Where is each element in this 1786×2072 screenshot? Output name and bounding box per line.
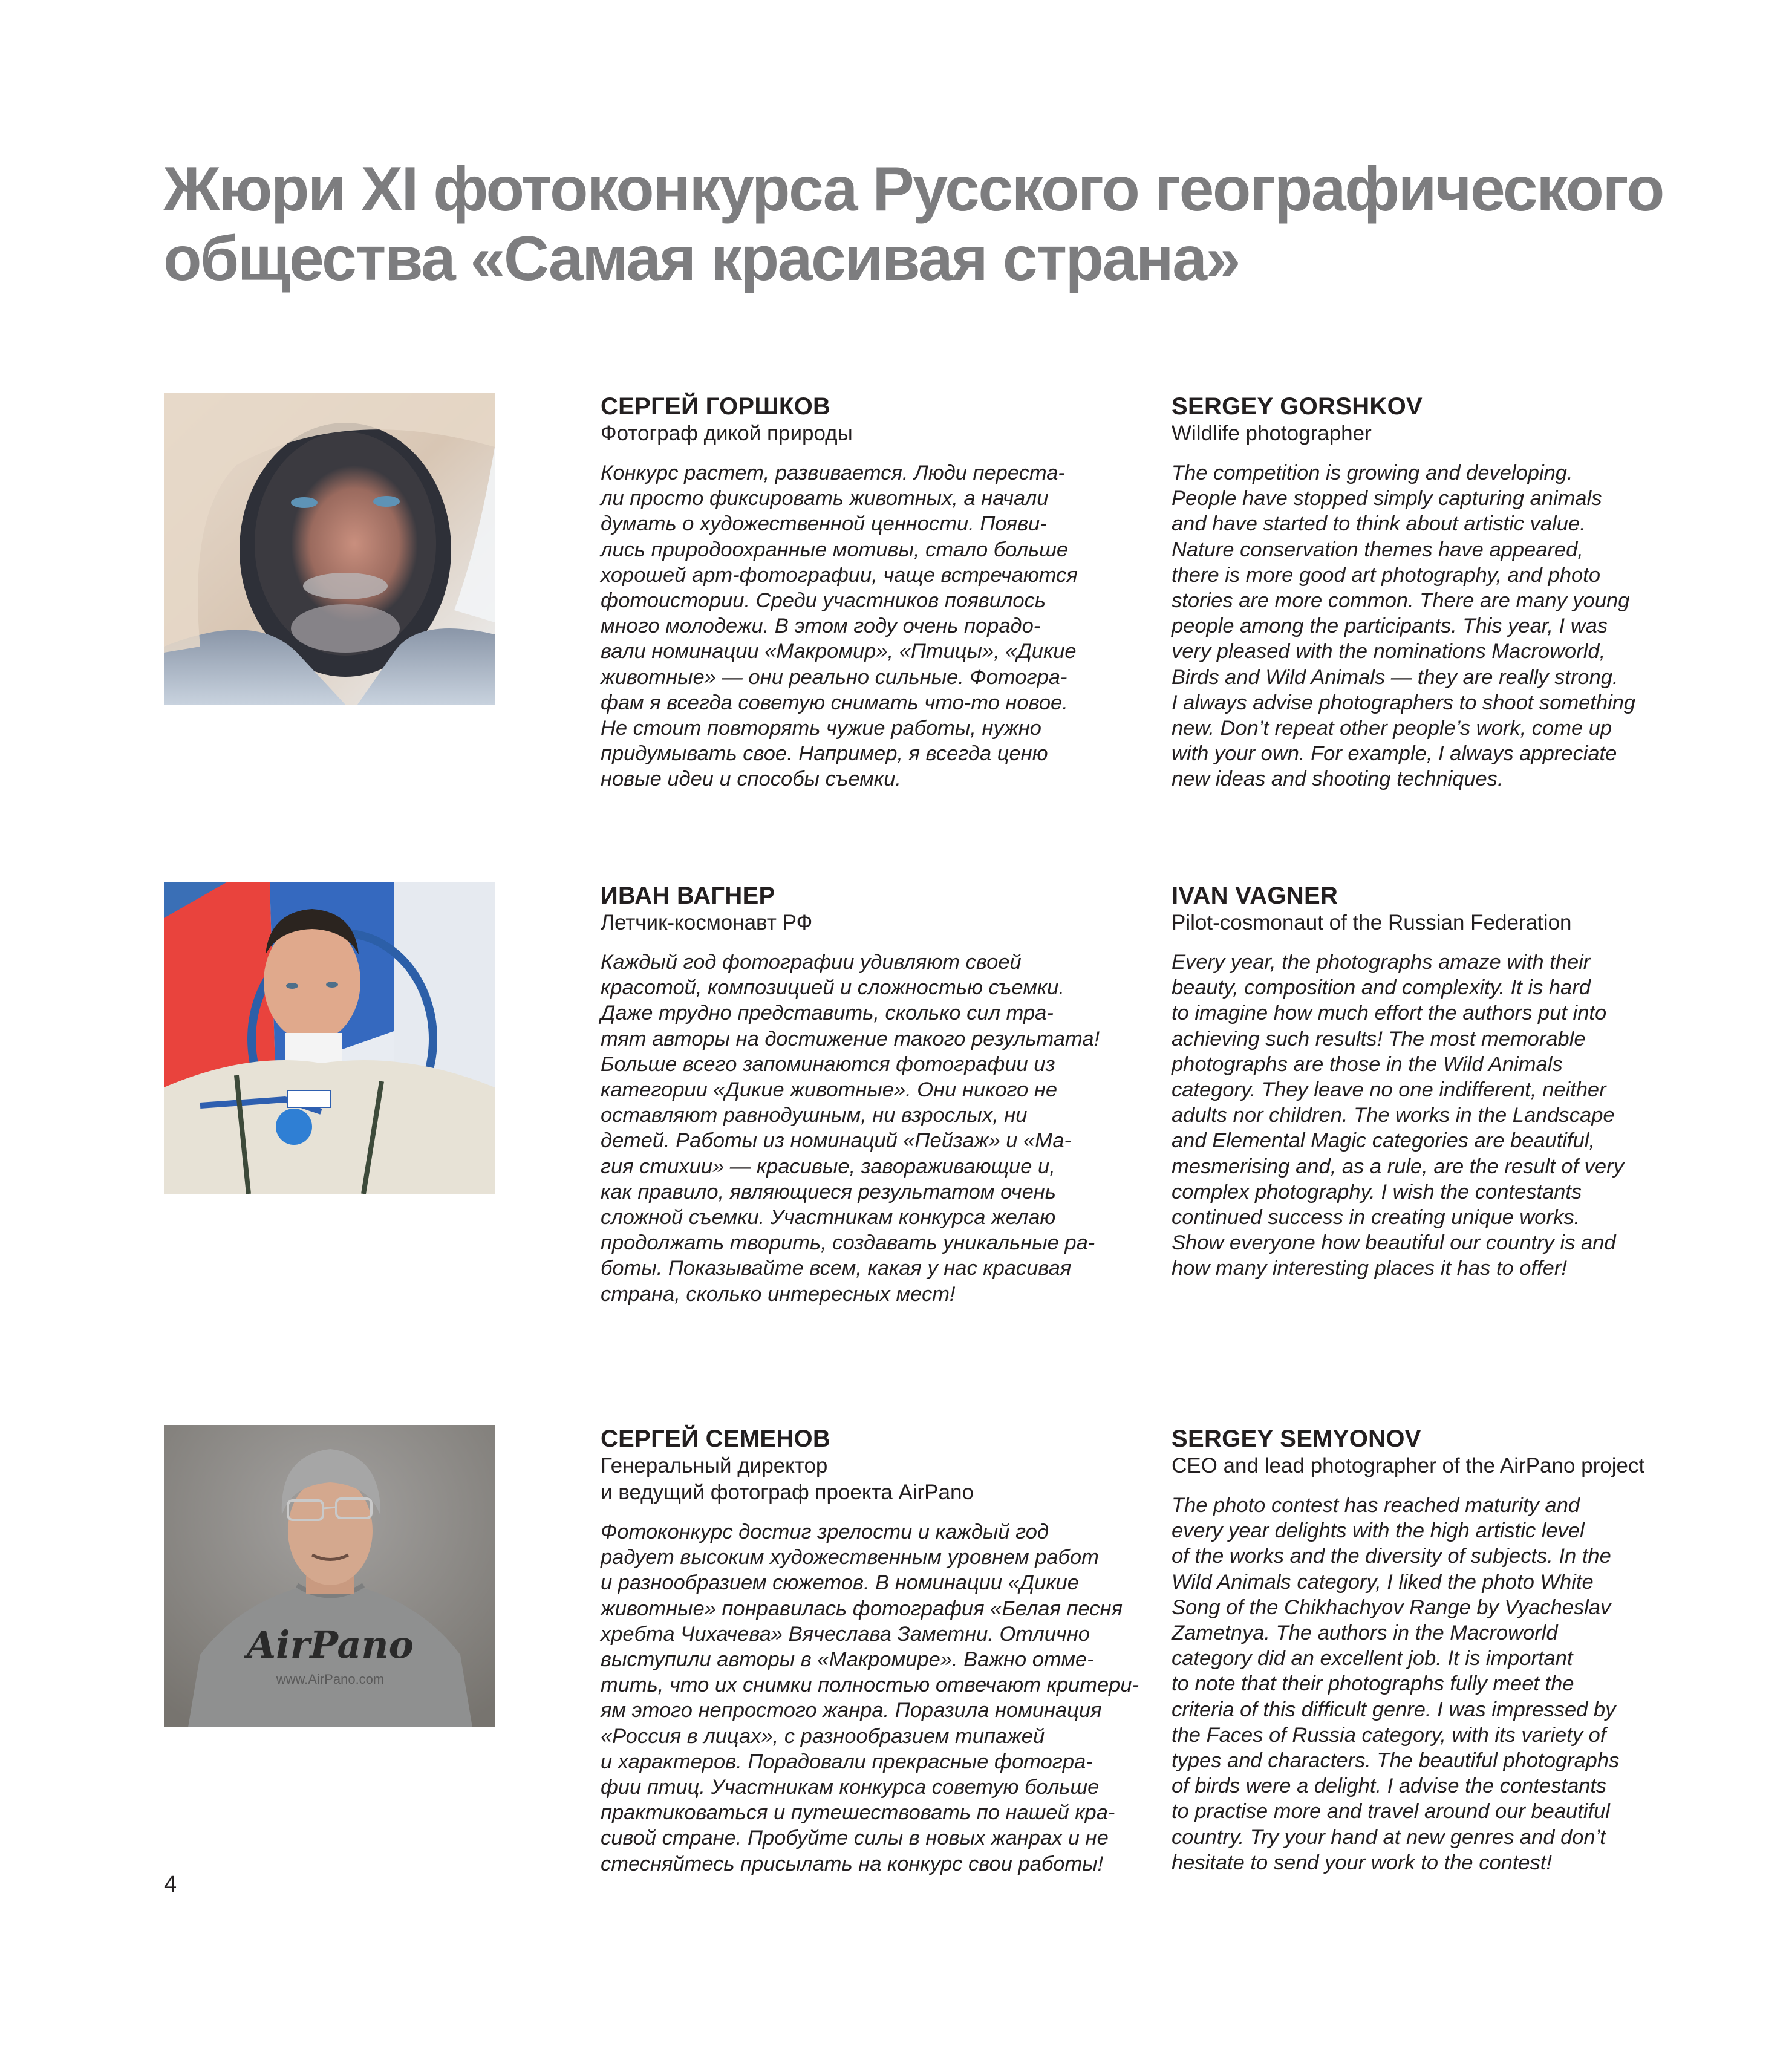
quote-line: criteria of this difficult genre. I was impressed by bbox=[1172, 1698, 1616, 1721]
quote-line: every year delights with the high artistic level bbox=[1172, 1519, 1585, 1543]
quote-line: Birds and Wild Animals — they are really strong. bbox=[1172, 665, 1618, 689]
quote-line: mesmerising and, as a rule, are the result of very bbox=[1172, 1155, 1624, 1178]
quote-line: вали номинации «Макромир», «Птицы», «Дикие bbox=[601, 640, 1077, 663]
quote-line: фам я всегда советую снимать что-то новое. bbox=[601, 691, 1068, 714]
quote-line: боты. Показывайте всем, какая у нас красивая bbox=[601, 1257, 1072, 1280]
role-line: CEO and lead photographer of the AirPano project bbox=[1172, 1454, 1645, 1477]
quote-line: страна, сколько интересных мест! bbox=[601, 1282, 956, 1306]
quote-line: детей. Работы из номинаций «Пейзаж» и «Ма- bbox=[601, 1129, 1072, 1153]
quote-line: and Elemental Magic categories are beautiful, bbox=[1172, 1129, 1595, 1153]
quote-line: how many interesting places it has to offer! bbox=[1172, 1257, 1567, 1280]
quote-line: Nature conservation themes have appeared, bbox=[1172, 538, 1583, 561]
juror-role-ru bbox=[601, 1453, 1133, 1506]
quote-line: «Россия в лицах», с разнообразием типажей bbox=[601, 1724, 1045, 1748]
quote-line: животные» — они реально сильные. Фотогра- bbox=[601, 665, 1067, 689]
quote-line: хребта Чихачева» Вячеслава Заметни. Отлично bbox=[601, 1622, 1090, 1646]
page-title-line-2: общества «Самая красивая страна» bbox=[163, 224, 1239, 294]
juror-name-en: SERGEY SEMYONOV bbox=[1172, 1425, 1421, 1452]
juror-text-en bbox=[1172, 393, 1704, 792]
quote-line: there is more good art photography, and photo bbox=[1172, 563, 1601, 587]
quote-line: of birds were a delight. I advise the contestants bbox=[1172, 1774, 1607, 1798]
quote-line: фии птиц. Участникам конкурса советую больше bbox=[601, 1776, 1100, 1799]
quote-line: continued success in creating unique works. bbox=[1172, 1206, 1580, 1230]
svg-text:www.AirPano.com: www.AirPano.com bbox=[276, 1672, 385, 1687]
quote-line: new. Don’t repeat other people’s work, come up bbox=[1172, 717, 1612, 740]
page-number: 4 bbox=[164, 1872, 177, 1897]
quote-line: beauty, composition and complexity. It is hard bbox=[1172, 976, 1591, 1000]
quote-line: photographs are those in the Wild Animals bbox=[1172, 1052, 1563, 1076]
juror-quote-ru bbox=[601, 950, 1133, 1307]
quote-line: Фотоконкурс достиг зрелости и каждый год bbox=[601, 1520, 1049, 1543]
role-line: Фотограф дикой природы bbox=[601, 422, 853, 445]
quote-line: adults nor children. The works in the Landscape bbox=[1172, 1104, 1615, 1127]
quote-line: achieving such results! The most memorable bbox=[1172, 1027, 1586, 1051]
quote-line: практиковаться и путешествовать по нашей кра- bbox=[601, 1801, 1115, 1825]
quote-line: hesitate to send your work to the contest! bbox=[1172, 1851, 1553, 1874]
quote-line: types and characters. The beautiful photographs bbox=[1172, 1749, 1620, 1773]
quote-line: красотой, композицией и сложностью съемки. bbox=[601, 976, 1064, 1000]
quote-line: people among the participants. This year, I was bbox=[1172, 614, 1608, 638]
quote-line: to practise more and travel around our beautiful bbox=[1172, 1800, 1610, 1823]
quote-line: новые идеи и способы съемки. bbox=[601, 767, 901, 791]
quote-line: сивой стране. Пробуйте силы в новых жанрах и не bbox=[601, 1826, 1109, 1850]
juror-role-en bbox=[1172, 1453, 1704, 1479]
juror-role-ru bbox=[601, 910, 1133, 936]
quote-line: гия стихии» — красивые, завораживающие и, bbox=[601, 1155, 1055, 1178]
quote-line: думать о художественной ценности. Появи- bbox=[601, 512, 1047, 536]
juror-text-ru bbox=[601, 1425, 1139, 1877]
quote-line: and have started to think about artistic value. bbox=[1172, 512, 1586, 536]
juror-name-ru: СЕРГЕЙ ГОРШКОВ bbox=[601, 393, 831, 420]
quote-line: как правило, являющиеся результатом очень bbox=[601, 1180, 1056, 1204]
quote-line: стесняйтесь присылать на конкурс свои работы! bbox=[601, 1852, 1104, 1875]
juror-role-ru bbox=[601, 420, 1133, 447]
quote-line: Больше всего запоминаются фотографии из bbox=[601, 1052, 1055, 1076]
quote-line: радует высоким художественным уровнем работ bbox=[601, 1546, 1099, 1569]
portrait-frosted-fur-hood-icon bbox=[164, 393, 495, 705]
role-line: Pilot-cosmonaut of the Russian Federation bbox=[1172, 911, 1572, 934]
quote-line: Даже трудно представить, сколько сил тра- bbox=[601, 1002, 1054, 1025]
juror-quote-ru bbox=[601, 1519, 1139, 1877]
quote-line: with your own. For example, I always appreciate bbox=[1172, 742, 1617, 766]
juror-name-en: IVAN VAGNER bbox=[1172, 882, 1338, 909]
juror-text-en bbox=[1172, 882, 1704, 1282]
role-line: Генеральный директор bbox=[601, 1454, 828, 1477]
juror-name-en: SERGEY GORSHKOV bbox=[1172, 393, 1423, 420]
quote-line: Every year, the photographs amaze with their bbox=[1172, 951, 1591, 974]
juror-photo-vagner bbox=[164, 882, 495, 1194]
quote-line: тят авторы на достижение такого результата! bbox=[601, 1027, 1100, 1051]
juror-text-ru bbox=[601, 882, 1133, 1307]
juror-quote-ru bbox=[601, 460, 1133, 792]
quote-line: stories are more common. There are many young bbox=[1172, 589, 1630, 613]
quote-line: Wild Animals category, I liked the photo White bbox=[1172, 1570, 1594, 1594]
quote-line: ям этого непростого жанра. Поразила номинация bbox=[601, 1699, 1102, 1722]
quote-line: придумывать свое. Например, я всегда ценю bbox=[601, 742, 1048, 766]
quote-line: сложной съемки. Участникам конкурса желаю bbox=[601, 1206, 1056, 1230]
portrait-cosmonaut-spacesuit-flag-icon bbox=[164, 882, 495, 1194]
quote-line: I always advise photographers to shoot something bbox=[1172, 691, 1636, 714]
page-title bbox=[163, 155, 1663, 294]
role-line: Wildlife photographer bbox=[1172, 422, 1372, 445]
quote-line: животные» понравилась фотография «Белая песня bbox=[601, 1597, 1123, 1620]
quote-line: Каждый год фотографии удивляют своей bbox=[601, 951, 1022, 974]
quote-line: the Faces of Russia category, with its variety of bbox=[1172, 1723, 1606, 1747]
svg-text:AirPano: AirPano bbox=[247, 1623, 414, 1667]
quote-line: продолжать творить, создавать уникальные ра- bbox=[601, 1231, 1095, 1255]
portrait-airpano-tshirt-beanie-icon bbox=[164, 1425, 495, 1727]
quote-line: The competition is growing and developing. bbox=[1172, 461, 1573, 484]
juror-text-en bbox=[1172, 1425, 1704, 1875]
quote-line: complex photography. I wish the contestants bbox=[1172, 1180, 1582, 1204]
quote-line: лись природоохранные мотивы, стало больше bbox=[601, 538, 1069, 561]
quote-line: The photo contest has reached maturity and bbox=[1172, 1494, 1580, 1517]
juror-text-ru bbox=[601, 393, 1133, 792]
juror-photo-semyonov bbox=[164, 1425, 495, 1727]
juror-quote-en bbox=[1172, 1493, 1704, 1875]
quote-line: category did an excellent job. It is important bbox=[1172, 1647, 1573, 1670]
quote-line: People have stopped simply capturing animals bbox=[1172, 487, 1602, 510]
quote-line: выступили авторы в «Макромире». Важно отме- bbox=[601, 1648, 1094, 1672]
quote-line: ли просто фиксировать животных, а начали bbox=[601, 487, 1049, 510]
quote-line: Конкурс растет, развивается. Люди переста- bbox=[601, 461, 1065, 484]
quote-line: и характеров. Порадовали прекрасные фотогра- bbox=[601, 1750, 1093, 1773]
juror-name-ru: СЕРГЕЙ СЕМЕНОВ bbox=[601, 1425, 831, 1452]
juror-role-en bbox=[1172, 910, 1704, 936]
quote-line: very pleased with the nominations Macroworld, bbox=[1172, 640, 1606, 663]
juror-quote-en bbox=[1172, 950, 1704, 1282]
quote-line: category. They leave no one indifferent, neither bbox=[1172, 1078, 1606, 1102]
role-line: Летчик-космонавт РФ bbox=[601, 911, 813, 934]
quote-line: of the works and the diversity of subjects. In the bbox=[1172, 1545, 1611, 1568]
juror-role-en bbox=[1172, 420, 1704, 447]
page-title-line-1: Жюри XI фотоконкурса Русского географического bbox=[163, 154, 1663, 224]
quote-line: и разнообразием сюжетов. В номинации «Дикие bbox=[601, 1571, 1079, 1595]
quote-line: to imagine how much effort the authors put into bbox=[1172, 1002, 1607, 1025]
role-line: и ведущий фотограф проекта AirPano bbox=[601, 1481, 974, 1504]
juror-name-ru: ИВАН ВАГНЕР bbox=[601, 882, 775, 909]
quote-line: new ideas and shooting techniques. bbox=[1172, 767, 1504, 791]
quote-line: Не стоит повторять чужие работы, нужно bbox=[601, 717, 1041, 740]
quote-line: оставляют равнодушным, ни взрослых, ни bbox=[601, 1104, 1028, 1127]
quote-line: тить, что их снимки полностью отвечают критери- bbox=[601, 1673, 1139, 1697]
quote-line: фотоистории. Среди участников появилось bbox=[601, 589, 1046, 613]
quote-line: категории «Дикие животные». Они никого не bbox=[601, 1078, 1058, 1102]
quote-line: много молодежи. В этом году очень порадо- bbox=[601, 614, 1041, 638]
quote-line: to note that their photographs fully meet the bbox=[1172, 1672, 1574, 1696]
juror-photo-gorshkov bbox=[164, 393, 495, 705]
juror-quote-en bbox=[1172, 460, 1704, 792]
quote-line: Zametnya. The authors in the Macroworld bbox=[1172, 1621, 1558, 1645]
quote-line: country. Try your hand at new genres and don’t bbox=[1172, 1825, 1606, 1849]
quote-line: Show everyone how beautiful our country is and bbox=[1172, 1231, 1616, 1255]
quote-line: Song of the Chikhachyov Range by Vyacheslav bbox=[1172, 1595, 1611, 1619]
quote-line: хорошей арт-фотографии, чаще встречаются bbox=[601, 563, 1078, 587]
